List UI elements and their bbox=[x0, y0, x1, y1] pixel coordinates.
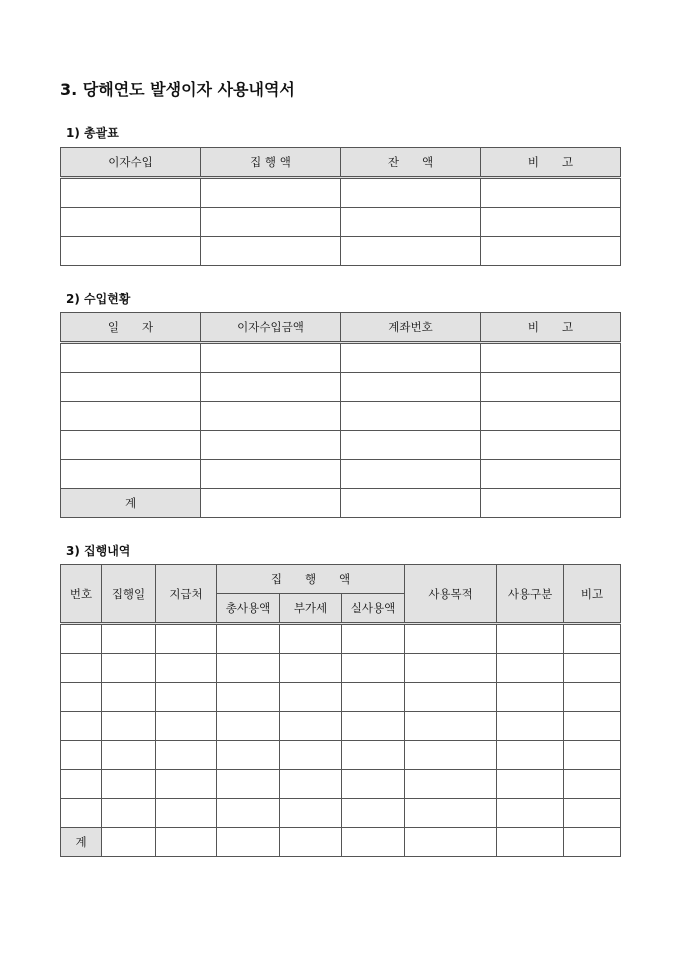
table-cell[interactable] bbox=[405, 654, 497, 683]
table-cell[interactable] bbox=[405, 683, 497, 712]
table-cell[interactable] bbox=[217, 828, 280, 857]
table-cell[interactable] bbox=[201, 431, 341, 460]
table-cell[interactable] bbox=[342, 624, 405, 654]
table-cell[interactable] bbox=[201, 460, 341, 489]
table-cell[interactable] bbox=[341, 178, 481, 208]
table-cell[interactable] bbox=[156, 683, 217, 712]
table-cell[interactable] bbox=[61, 799, 102, 828]
table-cell[interactable] bbox=[201, 178, 341, 208]
table-cell[interactable] bbox=[341, 237, 481, 266]
table-cell[interactable] bbox=[61, 654, 102, 683]
table-row bbox=[61, 460, 621, 489]
table-cell[interactable] bbox=[280, 799, 342, 828]
table-row bbox=[61, 770, 621, 799]
section-heading-income: 2) 수입현황 bbox=[66, 292, 131, 306]
table-cell[interactable] bbox=[156, 624, 217, 654]
table-cell[interactable] bbox=[217, 683, 280, 712]
table-cell[interactable] bbox=[564, 624, 621, 654]
table-cell[interactable] bbox=[280, 712, 342, 741]
table-cell[interactable] bbox=[61, 624, 102, 654]
col-header-payee: 지급처 bbox=[156, 565, 217, 624]
table-cell[interactable] bbox=[341, 431, 481, 460]
summary-table bbox=[60, 147, 621, 266]
table-cell[interactable] bbox=[564, 799, 621, 828]
col-header: 이자수입 bbox=[61, 148, 201, 178]
table-cell[interactable] bbox=[564, 828, 621, 857]
table-cell[interactable] bbox=[481, 431, 621, 460]
col-header: 비 고 bbox=[481, 313, 621, 343]
col-header-actual-use: 실사용액 bbox=[342, 594, 405, 624]
col-header-date: 집행일 bbox=[102, 565, 156, 624]
table-cell[interactable] bbox=[481, 343, 621, 373]
col-header-category: 사용구분 bbox=[497, 565, 564, 624]
table-cell[interactable] bbox=[481, 208, 621, 237]
table-row bbox=[61, 799, 621, 828]
table-cell[interactable] bbox=[201, 237, 341, 266]
table-cell[interactable] bbox=[280, 683, 342, 712]
table-cell[interactable] bbox=[342, 741, 405, 770]
col-header-note: 비고 bbox=[564, 565, 621, 624]
table-cell[interactable] bbox=[217, 741, 280, 770]
table-cell[interactable] bbox=[156, 799, 217, 828]
section-heading-summary: 1) 총괄표 bbox=[66, 126, 119, 140]
col-header-vat: 부가세 bbox=[280, 594, 342, 624]
col-header: 잔 액 bbox=[341, 148, 481, 178]
table-cell[interactable] bbox=[217, 712, 280, 741]
table-cell[interactable] bbox=[102, 770, 156, 799]
table-cell[interactable] bbox=[564, 770, 621, 799]
table-cell[interactable] bbox=[102, 624, 156, 654]
table-cell[interactable] bbox=[280, 624, 342, 654]
table-cell[interactable] bbox=[497, 624, 564, 654]
table-row bbox=[61, 208, 621, 237]
document-title: 3. 당해연도 발생이자 사용내역서 bbox=[60, 80, 295, 99]
col-header: 이자수입금액 bbox=[201, 313, 341, 343]
total-row bbox=[61, 828, 621, 857]
col-header-purpose: 사용목적 bbox=[405, 565, 497, 624]
col-header: 집 행 액 bbox=[201, 148, 341, 178]
total-label: 계 bbox=[61, 828, 102, 857]
table-cell[interactable] bbox=[201, 402, 341, 431]
table-cell[interactable] bbox=[156, 654, 217, 683]
table-cell[interactable] bbox=[341, 402, 481, 431]
table-row bbox=[61, 654, 621, 683]
table-cell[interactable] bbox=[61, 178, 201, 208]
table-cell[interactable] bbox=[61, 770, 102, 799]
table-cell[interactable] bbox=[497, 741, 564, 770]
table-cell[interactable] bbox=[280, 741, 342, 770]
table-cell[interactable] bbox=[497, 828, 564, 857]
table-cell[interactable] bbox=[61, 712, 102, 741]
table-cell[interactable] bbox=[217, 624, 280, 654]
table-cell[interactable] bbox=[342, 770, 405, 799]
table-cell[interactable] bbox=[342, 683, 405, 712]
table-cell[interactable] bbox=[564, 654, 621, 683]
table-row bbox=[61, 373, 621, 402]
table-cell[interactable] bbox=[342, 828, 405, 857]
table-cell[interactable] bbox=[280, 654, 342, 683]
table-row bbox=[61, 402, 621, 431]
table-cell[interactable] bbox=[102, 712, 156, 741]
table-cell[interactable] bbox=[481, 237, 621, 266]
section-heading-execution: 3) 집행내역 bbox=[66, 544, 131, 558]
table-cell[interactable] bbox=[342, 799, 405, 828]
table-cell[interactable] bbox=[61, 402, 201, 431]
table-cell[interactable] bbox=[217, 654, 280, 683]
table-cell[interactable] bbox=[497, 712, 564, 741]
table-cell[interactable] bbox=[481, 402, 621, 431]
col-header-no: 번호 bbox=[61, 565, 102, 624]
table-row bbox=[61, 624, 621, 654]
table-cell[interactable] bbox=[217, 770, 280, 799]
col-header: 일 자 bbox=[61, 313, 201, 343]
table-cell[interactable] bbox=[280, 770, 342, 799]
table-cell[interactable] bbox=[341, 373, 481, 402]
table-cell[interactable] bbox=[497, 683, 564, 712]
table-cell[interactable] bbox=[102, 799, 156, 828]
income-table bbox=[60, 312, 621, 518]
table-cell[interactable] bbox=[102, 741, 156, 770]
table-cell[interactable] bbox=[61, 208, 201, 237]
table-cell[interactable] bbox=[342, 654, 405, 683]
table-cell[interactable] bbox=[61, 373, 201, 402]
table-cell[interactable] bbox=[61, 237, 201, 266]
table-cell[interactable] bbox=[217, 799, 280, 828]
table-cell[interactable] bbox=[156, 828, 217, 857]
table-cell[interactable] bbox=[201, 373, 341, 402]
table-cell[interactable] bbox=[201, 489, 341, 518]
table-cell[interactable] bbox=[405, 741, 497, 770]
table-cell[interactable] bbox=[497, 770, 564, 799]
table-cell[interactable] bbox=[341, 489, 481, 518]
table-row bbox=[61, 237, 621, 266]
table-header-row bbox=[61, 148, 621, 178]
table-cell[interactable] bbox=[61, 741, 102, 770]
table-header-row bbox=[61, 565, 621, 594]
col-header-amount-group: 집 행 액 bbox=[217, 565, 405, 594]
table-cell[interactable] bbox=[405, 624, 497, 654]
table-cell[interactable] bbox=[61, 431, 201, 460]
execution-table bbox=[60, 564, 621, 857]
table-cell[interactable] bbox=[564, 712, 621, 741]
table-cell[interactable] bbox=[341, 460, 481, 489]
table-cell[interactable] bbox=[405, 712, 497, 741]
col-header-total-use: 총사용액 bbox=[217, 594, 280, 624]
table-row bbox=[61, 431, 621, 460]
table-row bbox=[61, 683, 621, 712]
table-cell[interactable] bbox=[342, 712, 405, 741]
table-cell[interactable] bbox=[201, 208, 341, 237]
table-cell[interactable] bbox=[564, 683, 621, 712]
table-cell[interactable] bbox=[280, 828, 342, 857]
table-cell[interactable] bbox=[61, 343, 201, 373]
table-row bbox=[61, 712, 621, 741]
table-cell[interactable] bbox=[481, 460, 621, 489]
table-cell[interactable] bbox=[481, 373, 621, 402]
table-row bbox=[61, 741, 621, 770]
total-label: 계 bbox=[61, 489, 201, 518]
col-header: 비 고 bbox=[481, 148, 621, 178]
table-cell[interactable] bbox=[341, 208, 481, 237]
table-cell[interactable] bbox=[156, 741, 217, 770]
table-cell[interactable] bbox=[61, 683, 102, 712]
table-cell[interactable] bbox=[102, 683, 156, 712]
table-cell[interactable] bbox=[481, 178, 621, 208]
table-cell[interactable] bbox=[564, 741, 621, 770]
table-cell[interactable] bbox=[61, 460, 201, 489]
table-cell[interactable] bbox=[102, 654, 156, 683]
table-cell[interactable] bbox=[201, 343, 341, 373]
table-cell[interactable] bbox=[481, 489, 621, 518]
table-cell[interactable] bbox=[405, 828, 497, 857]
table-row bbox=[61, 343, 621, 373]
table-cell[interactable] bbox=[497, 654, 564, 683]
table-cell[interactable] bbox=[156, 712, 217, 741]
total-row bbox=[61, 489, 621, 518]
col-header: 계좌번호 bbox=[341, 313, 481, 343]
table-header-row bbox=[61, 313, 621, 343]
table-cell[interactable] bbox=[341, 343, 481, 373]
table-row bbox=[61, 178, 621, 208]
table-cell[interactable] bbox=[405, 799, 497, 828]
table-cell[interactable] bbox=[405, 770, 497, 799]
table-cell[interactable] bbox=[156, 770, 217, 799]
table-cell[interactable] bbox=[497, 799, 564, 828]
table-cell[interactable] bbox=[102, 828, 156, 857]
